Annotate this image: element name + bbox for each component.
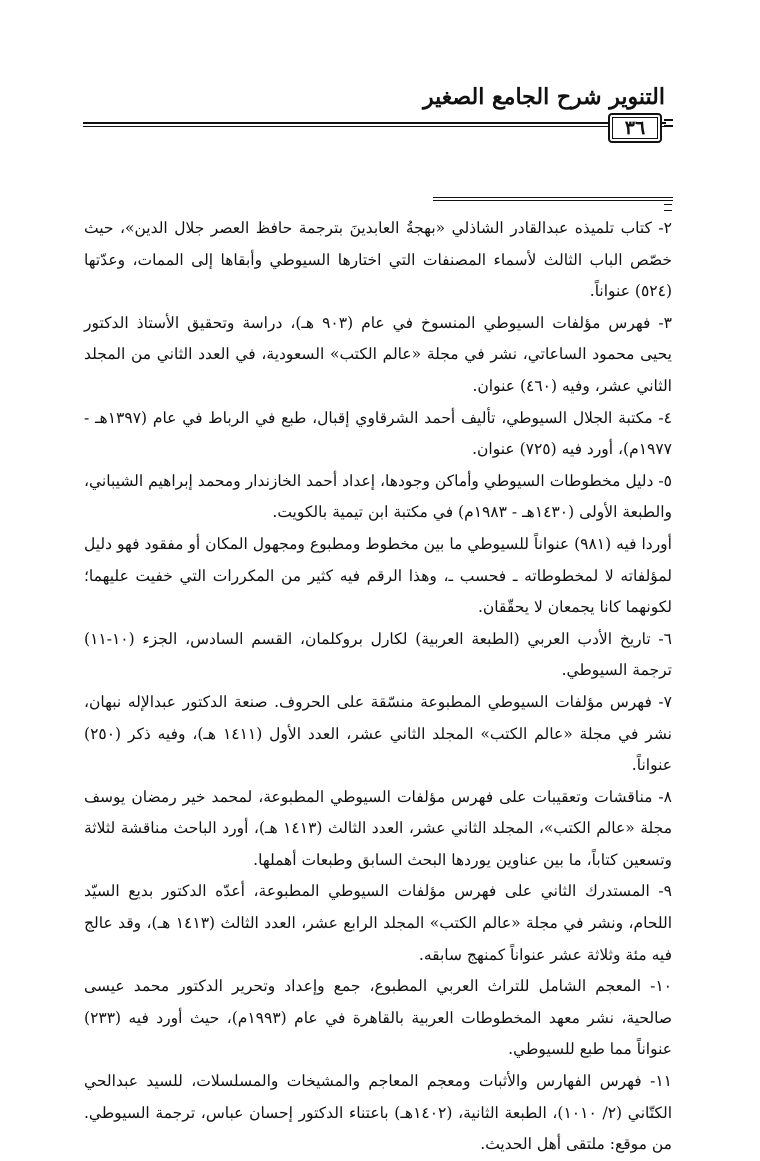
footnote-entry-8: ٨- مناقشات وتعقيبات على فهرس مؤلفات السيوطي المطبوعة، لمحمد خير رمضان يوسف مجلة «عالم الكتب»، المجلد الثاني عشر، العدد الثالث (١٤١٣ هـ)، أورد الباحث مناقشة لثلاثة وتسعين كتاباً، ما بين عناوين يوردها البحث السابق وطبعات أهملها. (84, 787, 672, 869)
footnote-entry-10: ١٠- المعجم الشامل للتراث العربي المطبوع، جمع وإعداد وتحرير الدكتور محمد عيسى صالحية، نشر معهد المخطوطات العربية بالقاهرة في عام (١٩٩٣م)، حيث أورد فيه (٢٣٣) عنواناً مما طبع للسيوطي. (84, 977, 672, 1059)
footnote-mark (664, 204, 672, 211)
footnote-entry-3: ٣- فهرس مؤلفات السيوطي المنسوخ في عام (٩٠٣ هـ)، دراسة وتحقيق الأستاذ الدكتور يحيى محمود الساعاتي، نشر في مجلة «عالم الكتب» السعودية، في العدد الثاني من المجلد الثاني عشر، وفيه (٤٦٠) عنوان. (84, 313, 672, 395)
page-number-box (608, 113, 662, 143)
footnote-entry-6: ٦- تاريخ الأدب العربي (الطبعة العربية) لكارل بروكلمان، القسم السادس، الجزء (١٠-١١) ترجمة السيوطي. (84, 629, 672, 680)
footnote-separator (433, 197, 673, 198)
footnote-entry-4: ٤- مكتبة الجلال السيوطي، تأليف أحمد الشرقاوي إقبال، طبع في الرباط في عام (١٣٩٧هـ - ١٩٧٧م)، أورد فيه (٧٢٥) عنوان. (84, 408, 672, 459)
footnote-text (84, 213, 672, 1161)
footnote-entry-5: ٥- دليل مخطوطات السيوطي وأماكن وجودها، إعداد أحمد الخازندار ومحمد إبراهيم الشيباني، والطبعة الأولى (١٤٣٠هـ - ١٩٨٣م) في مكتبة ابن تيمية بالكويت. (84, 471, 672, 522)
header-rule (83, 122, 666, 124)
running-header-title: التنوير شرح الجامع الصغير (423, 84, 665, 110)
footnote-entry-7: ٧- فهرس مؤلفات السيوطي المطبوعة منسّقة على الحروف. صنعة الدكتور عبدالإله نبهان، نشر في مجلة «عالم الكتب» المجلد الثاني عشر، العدد الأول (١٤١١ هـ)، وفيه ذكر (٢٥٠) عنواناً. (84, 692, 672, 775)
page-number-ornament (664, 119, 673, 127)
footnote-entry-9: ٩- المستدرك الثاني على فهرس مؤلفات السيوطي المطبوعة، أعدّه الدكتور بديع السيّد اللحام، ونشر في مجلة «عالم الكتب» المجلد الرابع عشر، العدد الثالث (١٤١٣ هـ)، وقد عالج فيه مئة وثلاثة عشر عنواناً كمنهج سابقه. (84, 882, 672, 964)
footnote-entry-5-note: أوردا فيه (٩٨١) عنواناً للسيوطي ما بين مخطوط ومطبوع ومجهول المكان أو مفقود فهو دليل لمؤلفاته لا لمخطوطاته ـ فحسب ـ، وهذا الرقم فيه كثير من المكررات التي خفيت عليهما؛ لكونهما كانا يجمعان لا يحقّقان. (84, 534, 672, 617)
footnote-entry-2: ٢- كتاب تلميذه عبدالقادر الشاذلي «بهجةُ العابدينَ بترجمة حافظ العصر جلال الدين»، حيث خصّص الباب الثالث لأسماء المصنفات التي اختارها السيوطي وأبقاها إلى الممات، وعدّتها (٥٢٤) عنواناً. (84, 219, 672, 301)
header-rule-thin (83, 126, 666, 127)
page-number: ٣٦ (624, 117, 646, 139)
footnote-entry-11: ١١- فهرس الفهارس والأثبات ومعجم المعاجم والمشيخات والمسلسلات، للسيد عبدالحي الكتّاني (٢/ ١٠١٠)، الطبعة الثانية، (١٤٠٢هـ) باعتناء الدكتور إحسان عباس، ترجمة السيوطي. من موقع: ملتقى أهل الحديث. (84, 1072, 673, 1154)
footnote-separator-thin (433, 200, 673, 201)
